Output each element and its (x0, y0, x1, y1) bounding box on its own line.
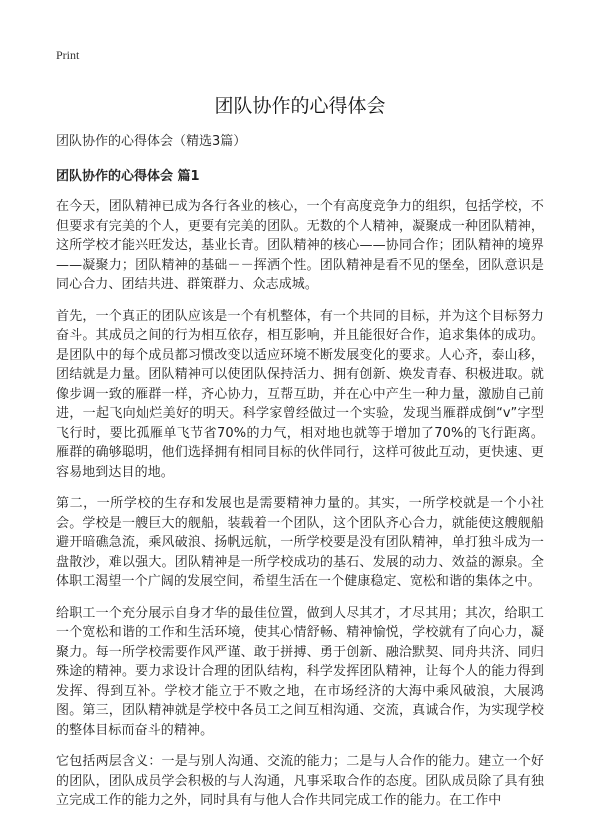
section-heading: 团队协作的心得体会 篇1 (56, 169, 200, 184)
paragraph-5: 它包括两层含义：一是与别人沟通、交流的能力；二是与人合作的能力。建立一个好的团队，团队成员学会积极的与人沟通，凡事采取合作的态度。团队成员除了具有独立完成工作的能力之外，同时具有与他人合作共同完成工作的能力。在工作中 (56, 754, 544, 808)
paragraph-1: 在今天，团队精神已成为各行各业的核心，一个有高度竞争力的组织，包括学校，不但要求有完美的个人，更要有完美的团队。无数的个人精神，凝聚成一种团队精神，这所学校才能兴旺发达，基业长青。团队精神的核心——协同合作；团队精神的境界——凝聚力；团队精神的基础－－挥洒个性。团队精神是看不见的堡垒，团队意识是同心合力、团结共进、群策群力、众志成城。 (56, 199, 544, 292)
paragraph-3: 第二，一所学校的生存和发展也是需要精神力量的。其实，一所学校就是一个小社会。学校是一艘巨大的舰船，装载着一个团队，这个团队齐心合力，就能使这艘舰船避开暗礁急流，乘风破浪、扬帆远航，一所学校要是没有团队精神，单打独斗成为一盘散沙，难以强大。团队精神是一所学校成功的基石、发展的动力、效益的源泉。全体职工渴望一个广阔的发展空间，希望生活在一个健康稳定、宽松和谐的集体之中。 (56, 496, 544, 589)
paragraph-4: 给职工一个充分展示自身才华的最佳位置，做到人尽其才，才尽其用；其次，给职工一个宽松和谐的工作和生活环境，使其心情舒畅、精神愉悦，学校就有了向心力，凝聚力。每一所学校需要作风严谨、敢于拼搏、勇于创新、融洽默契、同舟共济、同归殊途的精神。要力求设计合理的团队结构，科学发挥团队精神，让每个人的能力得到发挥、得到互补。学校才能立于不败之地，在市场经济的大海中乘风破浪，大展鸿图。第三，团队精神就是学校中各员工之间互相沟通、交流，真诚合作，为实现学校的整体目标而奋斗的精神。 (56, 605, 544, 738)
print-link[interactable]: Print (56, 48, 80, 62)
paragraph-2: 首先，一个真正的团队应该是一个有机整体，有一个共同的目标，并为这个目标努力奋斗。其成员之间的行为相互依存，相互影响，并且能很好合作，追求集体的成功。是团队中的每个成员都习惯改变以适应环境不断发展变化的要求。人心齐，泰山移，团结就是力量。团队精神可以使团队保持活力、拥有创新、焕发青春、积极进取。就像步调一致的雁群一样，齐心协力，互帮互助，并在心中产生一种力量，激励自己前进，一起飞向灿烂美好的明天。科学家曾经做过一个实验，发现当雁群成倒“v”字型飞行时，要比孤雁单飞节省70%的力气，相对地也就等于增加了70%的飞行距离。雁群的确够聪明，他们选择拥有相同目标的伙伴同行，这样可彼此互动，更快速、更容易地到达目的地。 (56, 308, 544, 480)
page-title: 团队协作的心得体会 (214, 95, 386, 117)
document-subtitle: 团队协作的心得体会（精选3篇） (56, 134, 247, 149)
